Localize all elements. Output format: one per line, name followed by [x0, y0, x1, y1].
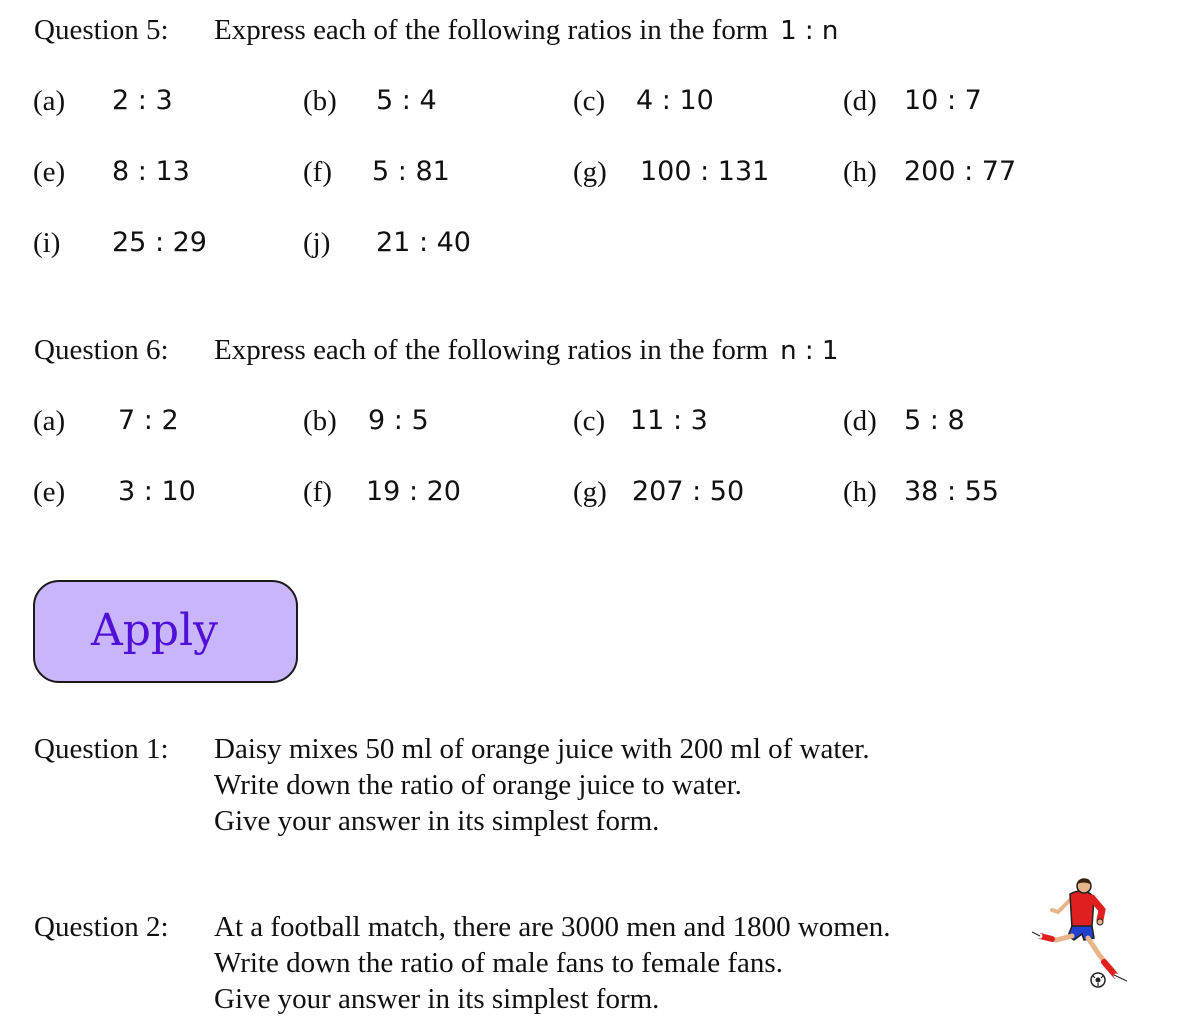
item-label: (d)	[843, 405, 877, 437]
question-2-line-1: At a football match, there are 3000 men and 1800 women.	[214, 911, 891, 943]
question-1-line-3: Give your answer in its simplest form.	[214, 805, 660, 837]
question-2-line-3: Give your answer in its simplest form.	[214, 983, 660, 1015]
item-label: (e)	[33, 476, 66, 508]
question-6-prompt-text: Express each of the following ratios in the form	[214, 334, 769, 366]
item-label: (f)	[303, 156, 332, 188]
item-ratio: 2 : 3	[112, 85, 173, 116]
item-ratio: 5 : 81	[372, 156, 450, 187]
item-ratio: 4 : 10	[636, 85, 714, 116]
question-2-line-2: Write down the ratio of male fans to female fans.	[214, 947, 783, 979]
item-label: (g)	[573, 476, 607, 508]
item-ratio: 5 : 4	[376, 85, 437, 116]
item-ratio: 200 : 77	[904, 156, 1017, 187]
question-6-label: Question 6:	[34, 334, 169, 366]
item-ratio: 25 : 29	[112, 227, 207, 258]
item-label: (h)	[843, 476, 877, 508]
question-6-prompt	[214, 332, 838, 369]
item-ratio: 8 : 13	[112, 156, 190, 187]
item-label: (f)	[303, 476, 332, 508]
question-1-line-2: Write down the ratio of orange juice to water.	[214, 769, 742, 801]
question-5-form: 1 : n	[780, 16, 839, 46]
item-label: (j)	[303, 227, 331, 259]
football-player-icon	[1028, 876, 1144, 996]
item-label: (h)	[843, 156, 877, 188]
item-label: (a)	[33, 405, 66, 437]
item-label: (d)	[843, 85, 877, 117]
question-5-label: Question 5:	[34, 14, 169, 46]
item-label: (b)	[303, 85, 337, 117]
item-ratio: 21 : 40	[376, 227, 471, 258]
item-ratio: 11 : 3	[630, 405, 708, 436]
item-label: (e)	[33, 156, 66, 188]
question-1-label: Question 1:	[34, 733, 169, 765]
item-ratio: 3 : 10	[118, 476, 196, 507]
question-1-line-1: Daisy mixes 50 ml of orange juice with 200 ml of water.	[214, 733, 870, 765]
item-ratio: 38 : 55	[904, 476, 999, 507]
apply-button[interactable]: Apply	[33, 580, 298, 683]
item-label: (i)	[33, 227, 61, 259]
question-5-prompt-text: Express each of the following ratios in the form	[214, 14, 769, 46]
item-label: (c)	[573, 85, 606, 117]
item-label: (c)	[573, 405, 606, 437]
item-ratio: 10 : 7	[904, 85, 982, 116]
item-label: (a)	[33, 85, 66, 117]
item-ratio: 5 : 8	[904, 405, 965, 436]
question-2-label: Question 2:	[34, 911, 169, 943]
item-ratio: 9 : 5	[368, 405, 429, 436]
item-ratio: 19 : 20	[366, 476, 461, 507]
item-ratio: 207 : 50	[632, 476, 745, 507]
item-ratio: 7 : 2	[118, 405, 179, 436]
item-label: (g)	[573, 156, 607, 188]
question-6-form: n : 1	[780, 336, 839, 366]
question-5-prompt	[214, 12, 838, 49]
item-label: (b)	[303, 405, 337, 437]
item-ratio: 100 : 131	[640, 156, 770, 187]
